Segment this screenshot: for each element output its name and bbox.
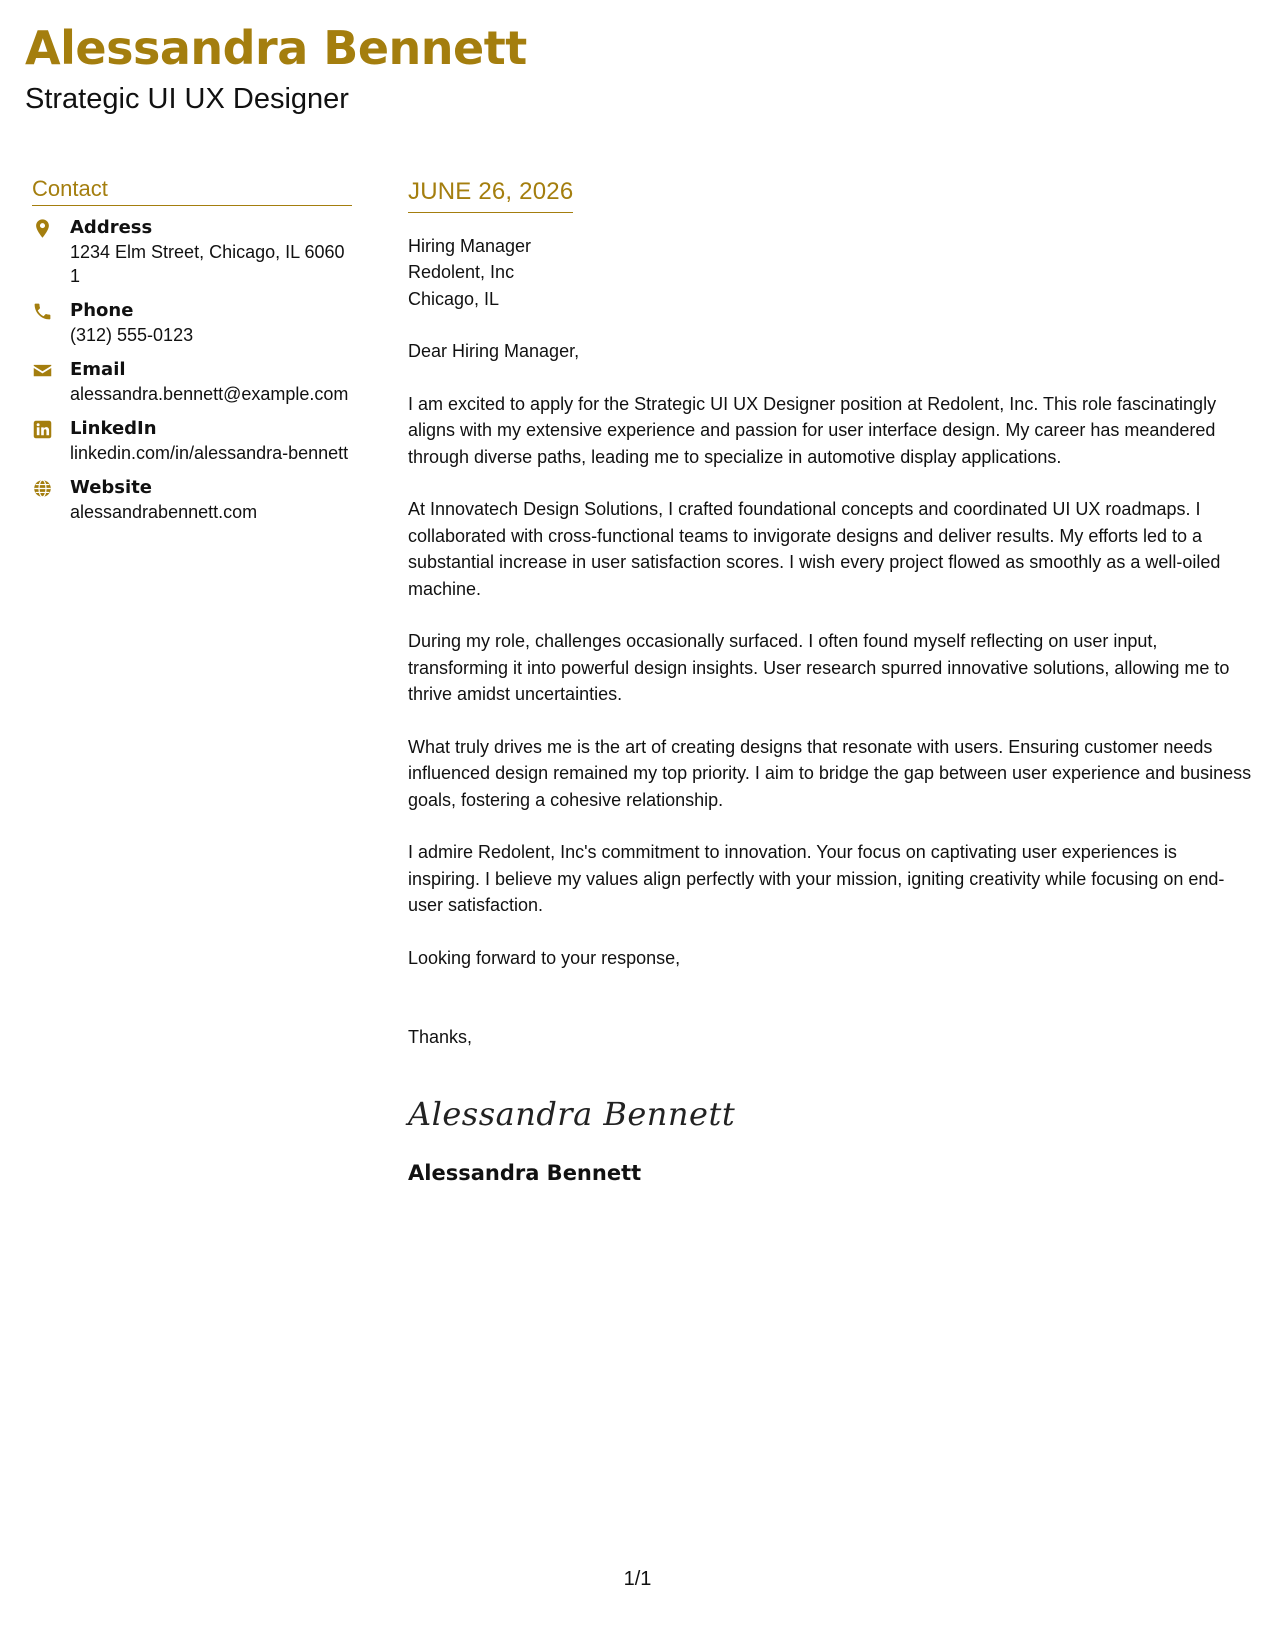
phone-value: (312) 555-0123 (70, 325, 194, 346)
handwritten-signature: Alessandra Bennett (408, 1094, 736, 1133)
closing-line: Looking forward to your response, (408, 947, 681, 968)
contact-label: Website (70, 477, 153, 499)
page-number: 1/1 (623, 1568, 652, 1590)
signoff: Thanks, (408, 1027, 473, 1048)
contact-label: Phone (70, 300, 134, 322)
body-paragraph: What truly drives me is the art of creating designs that resonate with users. Ensuring customer needs influenced design remained my top priority. I aim to bridge the gap between user experience and business goals, fostering a cohesive relationship. (408, 736, 1252, 810)
contact-website (32, 476, 352, 524)
address-value: 1234 Elm Street, Chicago, IL 60601 (70, 242, 345, 287)
salutation: Dear Hiring Manager, (408, 341, 580, 362)
contact-label: LinkedIn (70, 418, 157, 440)
recipient-block (408, 233, 1253, 313)
body-paragraph: I am excited to apply for the Strategic UI UX Designer position at Redolent, Inc. This role fascinatingly aligns with my extensive experience and passion for user interface design. My career has meandered through diverse paths, leading me to specialize in automotive display applications. (408, 393, 1217, 467)
globe-icon (32, 476, 70, 524)
body-paragraph: I admire Redolent, Inc's commitment to innovation. Your focus on captivating user experiences is inspiring. I believe my values align perfectly with your mission, igniting creativity while focusing on end-user satisfaction. (408, 842, 1225, 916)
recipient-line: Hiring Manager (408, 235, 532, 256)
contact-phone (32, 299, 352, 347)
applicant-role: Strategic UI UX Designer (25, 83, 349, 115)
body-paragraph: At Innovatech Design Solutions, I crafted foundational concepts and coordinated UI UX roadmaps. I collaborated with cross-functional teams to invigorate designs and deliver results. My efforts led to a substantial increase in user satisfaction scores. I wish every project flowed as smoothly as a well-oiled machine. (408, 499, 1221, 599)
letter-date: JUNE 26, 2026 (408, 178, 573, 213)
signed-name: Alessandra Bennett (408, 1160, 642, 1185)
recipient-line: Chicago, IL (408, 288, 500, 309)
contact-email (32, 358, 352, 406)
applicant-name: Alessandra Bennett (25, 21, 527, 75)
contact-label: Email (70, 359, 126, 381)
contact-sidebar (32, 176, 352, 535)
letter-body (408, 178, 1253, 1185)
phone-icon (32, 299, 70, 347)
website-value[interactable]: alessandrabennett.com (70, 502, 258, 523)
contact-address (32, 216, 352, 288)
envelope-icon (32, 358, 70, 406)
contact-linkedin (32, 417, 352, 465)
body-paragraph: During my role, challenges occasionally surfaced. I often found myself reflecting on user input, transforming it into powerful design insights. User research spurred innovative solutions, allowing me to thrive amidst uncertainties. (408, 631, 1230, 705)
recipient-line: Redolent, Inc (408, 262, 515, 283)
contact-label: Address (70, 217, 153, 239)
contact-heading: Contact (32, 176, 352, 206)
linkedin-value[interactable]: linkedin.com/in/alessandra-bennett (70, 443, 349, 464)
linkedin-icon (32, 417, 70, 465)
email-value[interactable]: alessandra.bennett@example.com (70, 384, 349, 405)
map-pin-icon (32, 216, 70, 288)
